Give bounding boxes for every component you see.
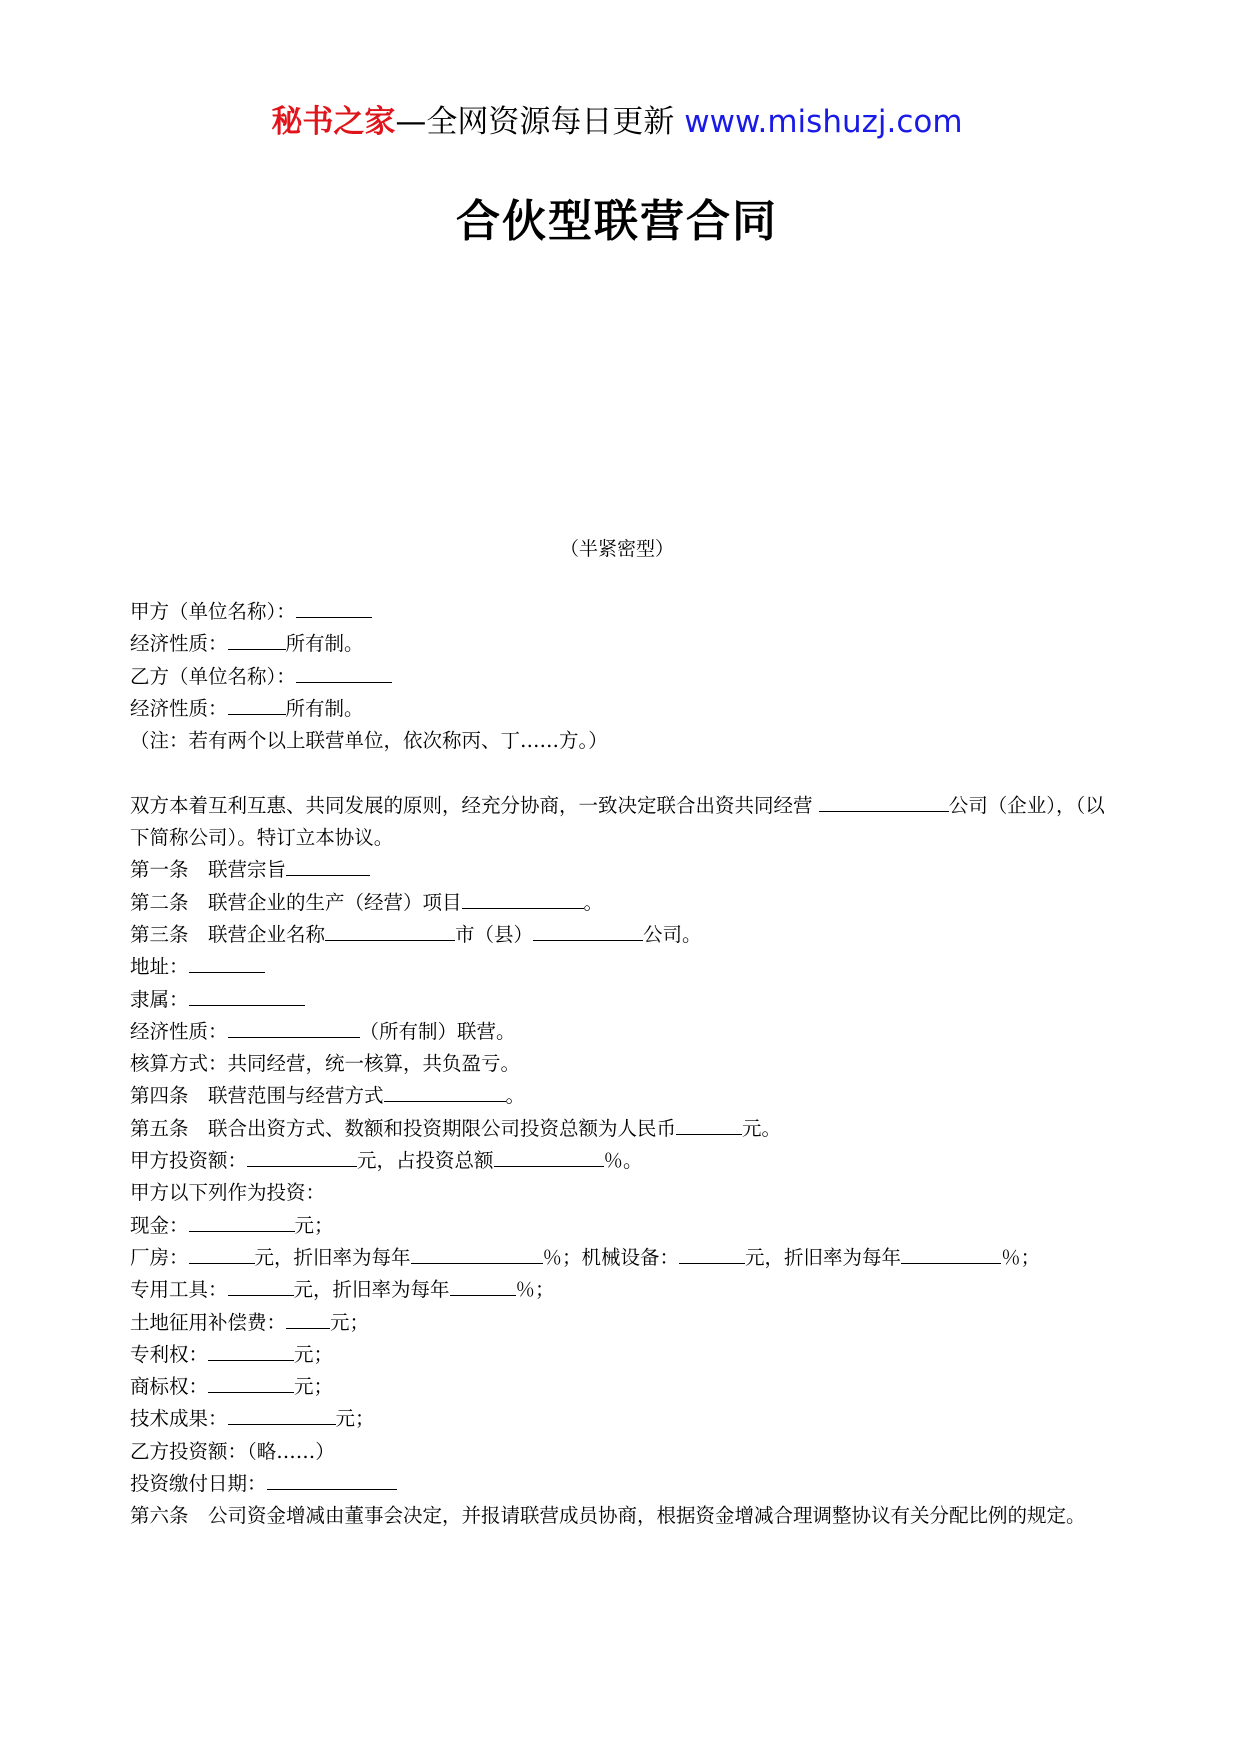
preamble-paragraph: 双方本着互利互惠、共同发展的原则，经充分协商，一致决定联合出资共同经营 公司（企业），（以下简称公司）。特订立本协议。 bbox=[130, 790, 1105, 855]
fill-blank bbox=[494, 1146, 604, 1167]
party-b-name-line: 乙方（单位名称）： bbox=[130, 661, 1105, 693]
party-b-investment-line: 乙方投资额：（略……） bbox=[130, 1439, 335, 1463]
fill-blank bbox=[208, 1372, 294, 1393]
accounting-line: 核算方式：共同经营，统一核算，共负盈亏。 bbox=[130, 1052, 521, 1076]
fill-blank bbox=[228, 694, 286, 715]
fill-blank bbox=[286, 1308, 330, 1329]
affiliation-line: 隶属： bbox=[130, 984, 1105, 1016]
fill-blank bbox=[462, 888, 584, 909]
fill-blank bbox=[267, 1469, 397, 1490]
fill-blank bbox=[228, 1275, 294, 1296]
article-6-paragraph: 第六条 公司资金增减由董事会决定，并报请联营成员协商，根据资金增减合理调整协议有关分配比例的规定。 bbox=[130, 1504, 1086, 1528]
fill-blank bbox=[228, 1017, 360, 1038]
paragraph-gap bbox=[130, 757, 1105, 789]
brand-name: 秘书之家 bbox=[271, 104, 396, 140]
plant-equipment-line: 厂房： 元，折旧率为每年 ％；机械设备： 元，折旧率为每年 ％； bbox=[130, 1242, 1105, 1274]
trademark-line: 商标权： 元； bbox=[130, 1371, 1105, 1403]
fill-blank bbox=[296, 597, 372, 618]
tech-achievement-line: 技术成果： 元； bbox=[130, 1403, 1105, 1435]
fill-blank bbox=[901, 1243, 1001, 1264]
site-url-link[interactable]: www.mishuzj.com bbox=[684, 104, 963, 140]
fill-blank bbox=[286, 855, 370, 876]
article-4-line: 第四条 联营范围与经营方式 。 bbox=[130, 1080, 1105, 1112]
fill-blank bbox=[296, 662, 392, 683]
party-a-name-line: 甲方（单位名称）： bbox=[130, 596, 1105, 628]
fill-blank bbox=[411, 1243, 543, 1264]
document-title: 合伙型联营合同 bbox=[456, 196, 778, 247]
article-3-line: 第三条 联营企业名称 市（县） 公司。 bbox=[130, 919, 1105, 951]
party-a-nature-line: 经济性质： 所有制。 bbox=[130, 628, 1105, 660]
fill-blank bbox=[228, 629, 286, 650]
fill-blank bbox=[189, 1243, 255, 1264]
fill-blank bbox=[533, 920, 643, 941]
site-banner bbox=[0, 100, 1234, 144]
payment-date-line: 投资缴付日期： bbox=[130, 1468, 1105, 1500]
fill-blank bbox=[247, 1146, 357, 1167]
fill-blank bbox=[189, 952, 265, 973]
special-tools-line: 专用工具： 元，折旧率为每年 ％； bbox=[130, 1274, 1105, 1306]
article-2-line: 第二条 联营企业的生产（经营）项目 。 bbox=[130, 887, 1105, 919]
party-b-nature-line: 经济性质： 所有制。 bbox=[130, 693, 1105, 725]
party-a-investment-line: 甲方投资额： 元，占投资总额 ％。 bbox=[130, 1145, 1105, 1177]
document-subtitle: （半紧密型） bbox=[559, 538, 674, 560]
fill-blank bbox=[208, 1340, 294, 1361]
fill-blank bbox=[228, 1404, 336, 1425]
contract-body bbox=[130, 596, 1105, 1533]
fill-blank bbox=[450, 1275, 516, 1296]
fill-blank bbox=[384, 1081, 506, 1102]
article-5-line: 第五条 联合出资方式、数额和投资期限公司投资总额为人民币 元。 bbox=[130, 1113, 1105, 1145]
article-1-line: 第一条 联营宗旨 bbox=[130, 854, 1105, 886]
fill-blank bbox=[679, 1243, 745, 1264]
party-a-investment-items-line: 甲方以下列作为投资： bbox=[130, 1181, 326, 1205]
fill-blank bbox=[676, 1114, 742, 1135]
fill-blank bbox=[189, 985, 305, 1006]
banner-slogan: —全网资源每日更新 bbox=[395, 104, 685, 140]
fill-blank bbox=[325, 920, 455, 941]
cash-line: 现金： 元； bbox=[130, 1210, 1105, 1242]
fill-blank bbox=[189, 1211, 295, 1232]
address-line: 地址： bbox=[130, 951, 1105, 983]
patent-line: 专利权： 元； bbox=[130, 1339, 1105, 1371]
fill-blank bbox=[819, 791, 949, 812]
enterprise-nature-line: 经济性质： （所有制）联营。 bbox=[130, 1016, 1105, 1048]
land-compensation-line: 土地征用补偿费： 元； bbox=[130, 1307, 1105, 1339]
note-line: （注：若有两个以上联营单位，依次称丙、丁……方。） bbox=[130, 729, 608, 753]
